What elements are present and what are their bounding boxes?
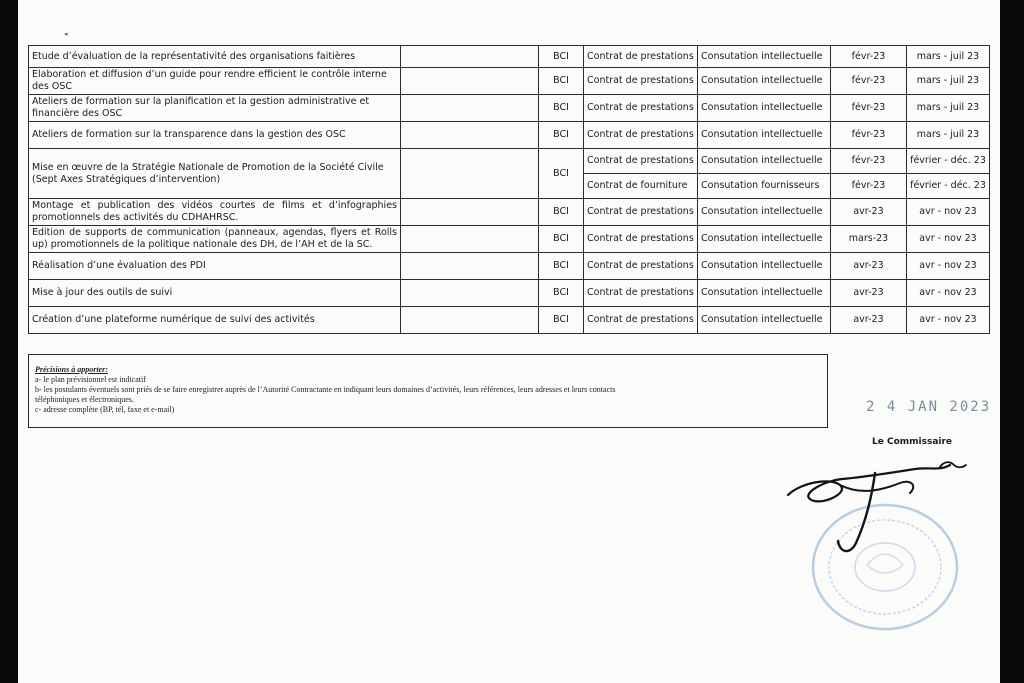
scan-frame-left — [0, 0, 18, 683]
notes-title: Précisions à apporter: — [35, 365, 108, 374]
launch-date-cell: avr-23 — [831, 199, 907, 226]
funding-source-cell: BCI — [539, 149, 584, 199]
blank-cell — [401, 280, 539, 307]
launch-date-cell: avr-23 — [831, 280, 907, 307]
blank-cell — [401, 199, 539, 226]
signatory-title: Le Commissaire — [872, 437, 953, 447]
scan-frame-right — [1000, 0, 1024, 683]
procurement-mode-cell: Consutation intellectuelle — [698, 280, 831, 307]
contract-type-cell: Contrat de prestations — [584, 46, 698, 68]
contract-type-cell: Contrat de prestations — [584, 307, 698, 334]
execution-period-cell: avr - nov 23 — [907, 280, 990, 307]
funding-source-cell: BCI — [539, 122, 584, 149]
blank-cell — [401, 46, 539, 68]
procurement-mode-cell: Consutation intellectuelle — [698, 149, 831, 174]
table-row — [29, 68, 990, 95]
table-body — [29, 46, 990, 334]
launch-date-cell: févr-23 — [831, 149, 907, 174]
funding-source-cell: BCI — [539, 68, 584, 95]
activity-cell: Elaboration et diffusion d’un guide pour rendre efficient le contrôle interne des OSC — [29, 68, 401, 95]
launch-date-cell: févr-23 — [831, 174, 907, 199]
execution-period-cell: avr - nov 23 — [907, 226, 990, 253]
funding-source-cell: BCI — [539, 46, 584, 68]
contract-type-cell: Contrat de prestations — [584, 226, 698, 253]
procurement-mode-cell: Consutation intellectuelle — [698, 226, 831, 253]
execution-period-cell: mars - juil 23 — [907, 95, 990, 122]
activity-cell: Ateliers de formation sur la transparence dans la gestion des OSC — [29, 122, 401, 149]
execution-period-cell: avr - nov 23 — [907, 253, 990, 280]
activity-cell: Edition de supports de communication (panneaux, agendas, flyers et Rolls up) promotionnels de la politique nationale des DH, de l’AH et de la SC. — [29, 226, 401, 253]
table-row — [29, 280, 990, 307]
funding-source-cell: BCI — [539, 226, 584, 253]
activity-cell: Montage et publication des vidéos courtes de films et d’infographies promotionnels des activités du CDHAHRSC. — [29, 199, 401, 226]
table-row — [29, 95, 990, 122]
execution-period-cell: février - déc. 23 — [907, 149, 990, 174]
note-item-c: c- adresse complète (BP, tél, faxe et e-mail) — [35, 405, 175, 414]
launch-date-cell: févr-23 — [831, 95, 907, 122]
contract-type-cell: Contrat de prestations — [584, 280, 698, 307]
funding-source-cell: BCI — [539, 307, 584, 334]
note-item-b: b- les postulants éventuels sont priés de se faire enregistrer auprès de l’Autorité Contractante en indiquant leurs domaines d’activités, leurs références, leurs adresses et leurs contacts — [35, 385, 616, 394]
table-row — [29, 149, 990, 174]
execution-period-cell: avr - nov 23 — [907, 307, 990, 334]
procurement-mode-cell: Consutation intellectuelle — [698, 253, 831, 280]
funding-source-cell: BCI — [539, 280, 584, 307]
contract-type-cell: Contrat de prestations — [584, 199, 698, 226]
procurement-mode-cell: Consutation intellectuelle — [698, 307, 831, 334]
activity-cell: Mise à jour des outils de suivi — [29, 280, 401, 307]
activity-cell: Mise en œuvre de la Stratégie Nationale de Promotion de la Société Civile (Sept Axes Stratégiques d’intervention) — [29, 149, 401, 199]
corner-mark: ◂ — [64, 30, 68, 38]
blank-cell — [401, 226, 539, 253]
execution-period-cell: avr - nov 23 — [907, 199, 990, 226]
funding-source-cell: BCI — [539, 253, 584, 280]
date-stamp: 2 4 JAN 2023 — [866, 399, 992, 415]
note-item-b-cont: téléphoniques et électroniques. — [35, 395, 134, 404]
launch-date-cell: avr-23 — [831, 307, 907, 334]
blank-cell — [401, 95, 539, 122]
table-row — [29, 199, 990, 226]
launch-date-cell: févr-23 — [831, 68, 907, 95]
table-row — [29, 253, 990, 280]
procurement-plan-table — [28, 45, 990, 334]
table-row — [29, 46, 990, 68]
activity-cell: Ateliers de formation sur la planification et la gestion administrative et financière des OSC — [29, 95, 401, 122]
procurement-mode-cell: Consutation intellectuelle — [698, 122, 831, 149]
signature-icon — [780, 455, 970, 565]
notes-box — [28, 354, 828, 428]
activity-cell: Création d’une plateforme numérique de suivi des activités — [29, 307, 401, 334]
table-row — [29, 307, 990, 334]
launch-date-cell: févr-23 — [831, 46, 907, 68]
blank-cell — [401, 307, 539, 334]
procurement-mode-cell: Consutation intellectuelle — [698, 68, 831, 95]
launch-date-cell: févr-23 — [831, 122, 907, 149]
procurement-mode-cell: Consutation intellectuelle — [698, 199, 831, 226]
blank-cell — [401, 149, 539, 199]
launch-date-cell: avr-23 — [831, 253, 907, 280]
blank-cell — [401, 68, 539, 95]
table-row — [29, 226, 990, 253]
contract-type-cell: Contrat de prestations — [584, 149, 698, 174]
procurement-mode-cell: Consutation fournisseurs — [698, 174, 831, 199]
activity-cell: Etude d’évaluation de la représentativité des organisations faitières — [29, 46, 401, 68]
execution-period-cell: mars - juil 23 — [907, 46, 990, 68]
contract-type-cell: Contrat de prestations — [584, 253, 698, 280]
note-item-a: a- le plan prévisionnel est indicatif — [35, 375, 146, 384]
contract-type-cell: Contrat de prestations — [584, 122, 698, 149]
table-row — [29, 122, 990, 149]
blank-cell — [401, 122, 539, 149]
funding-source-cell: BCI — [539, 95, 584, 122]
execution-period-cell: mars - juil 23 — [907, 68, 990, 95]
execution-period-cell: février - déc. 23 — [907, 174, 990, 199]
funding-source-cell: BCI — [539, 199, 584, 226]
execution-period-cell: mars - juil 23 — [907, 122, 990, 149]
contract-type-cell: Contrat de fourniture — [584, 174, 698, 199]
activity-cell: Réalisation d’une évaluation des PDI — [29, 253, 401, 280]
contract-type-cell: Contrat de prestations — [584, 95, 698, 122]
procurement-mode-cell: Consutation intellectuelle — [698, 46, 831, 68]
launch-date-cell: mars-23 — [831, 226, 907, 253]
blank-cell — [401, 253, 539, 280]
contract-type-cell: Contrat de prestations — [584, 68, 698, 95]
procurement-mode-cell: Consutation intellectuelle — [698, 95, 831, 122]
